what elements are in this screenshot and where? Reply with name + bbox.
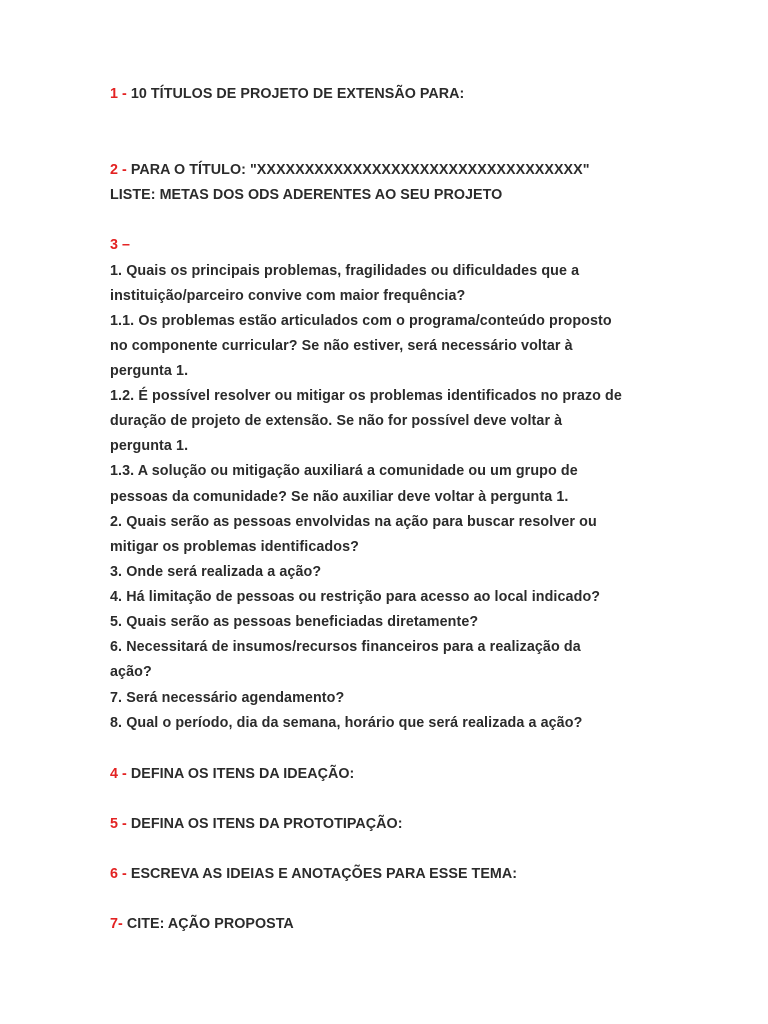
section-3-line: 1.3. A solução ou mitigação auxiliará a comunidade ou um grupo de (110, 463, 578, 479)
section-5-text: DEFINA OS ITENS DA PROTOTIPAÇÃO: (130, 816, 403, 832)
section-3-line: mitigar os problemas identificados? (110, 539, 359, 555)
section-2-line-2: LISTE: METAS DOS ODS ADERENTES AO SEU PROJETO (110, 187, 503, 203)
section-2-text: PARA O TÍTULO: "XXXXXXXXXXXXXXXXXXXXXXXXXXXXXXXXXX" (130, 162, 590, 178)
section-4-number: 4 - (110, 766, 127, 782)
section-4-heading (110, 764, 354, 784)
section-3-line: 3. Onde será realizada a ação? (110, 564, 322, 580)
section-3-line: 6. Necessitará de insumos/recursos financeiros para a realização da (110, 639, 581, 655)
section-3-number: 3 – (110, 237, 131, 253)
section-2-heading (110, 160, 590, 180)
section-7-text: CITE: AÇÃO PROPOSTA (126, 916, 294, 932)
section-3-line: instituição/parceiro convive com maior frequência? (110, 288, 466, 304)
section-3-line: pessoas da comunidade? Se não auxiliar deve voltar à pergunta 1. (110, 489, 569, 505)
section-6-number: 6 - (110, 866, 127, 882)
section-5-heading (110, 814, 403, 834)
section-3-line: duração de projeto de extensão. Se não for possível deve voltar à (110, 413, 563, 429)
section-3-line: 4. Há limitação de pessoas ou restrição para acesso ao local indicado? (110, 589, 601, 605)
section-3-line: 1.1. Os problemas estão articulados com o programa/conteúdo proposto (110, 313, 612, 329)
section-6-text: ESCREVA AS IDEIAS E ANOTAÇÕES PARA ESSE TEMA: (130, 866, 518, 882)
section-3-line: ação? (110, 664, 152, 680)
section-1-heading (110, 84, 464, 104)
section-4-text: DEFINA OS ITENS DA IDEAÇÃO: (130, 766, 355, 782)
section-2-number: 2 - (110, 162, 127, 178)
section-3-line: 2. Quais serão as pessoas envolvidas na ação para buscar resolver ou (110, 514, 597, 530)
section-3-line: 7. Será necessário agendamento? (110, 690, 345, 706)
section-1-text: 10 TÍTULOS DE PROJETO DE EXTENSÃO PARA: (130, 86, 465, 102)
section-3-line: pergunta 1. (110, 438, 189, 454)
section-3-heading (110, 235, 130, 255)
section-6-heading (110, 864, 517, 884)
section-7-heading (110, 914, 294, 934)
section-3-line: no componente curricular? Se não estiver, será necessário voltar à (110, 338, 573, 354)
section-3-line: 1. Quais os principais problemas, fragilidades ou dificuldades que a (110, 263, 580, 279)
section-3-line: pergunta 1. (110, 363, 189, 379)
section-7-number: 7- (110, 916, 123, 932)
section-1-number: 1 - (110, 86, 127, 102)
section-3-line: 1.2. É possível resolver ou mitigar os problemas identificados no prazo de (110, 388, 622, 404)
section-3-line: 5. Quais serão as pessoas beneficiadas diretamente? (110, 614, 479, 630)
section-3-line: 8. Qual o período, dia da semana, horário que será realizada a ação? (110, 715, 583, 731)
section-5-number: 5 - (110, 816, 127, 832)
